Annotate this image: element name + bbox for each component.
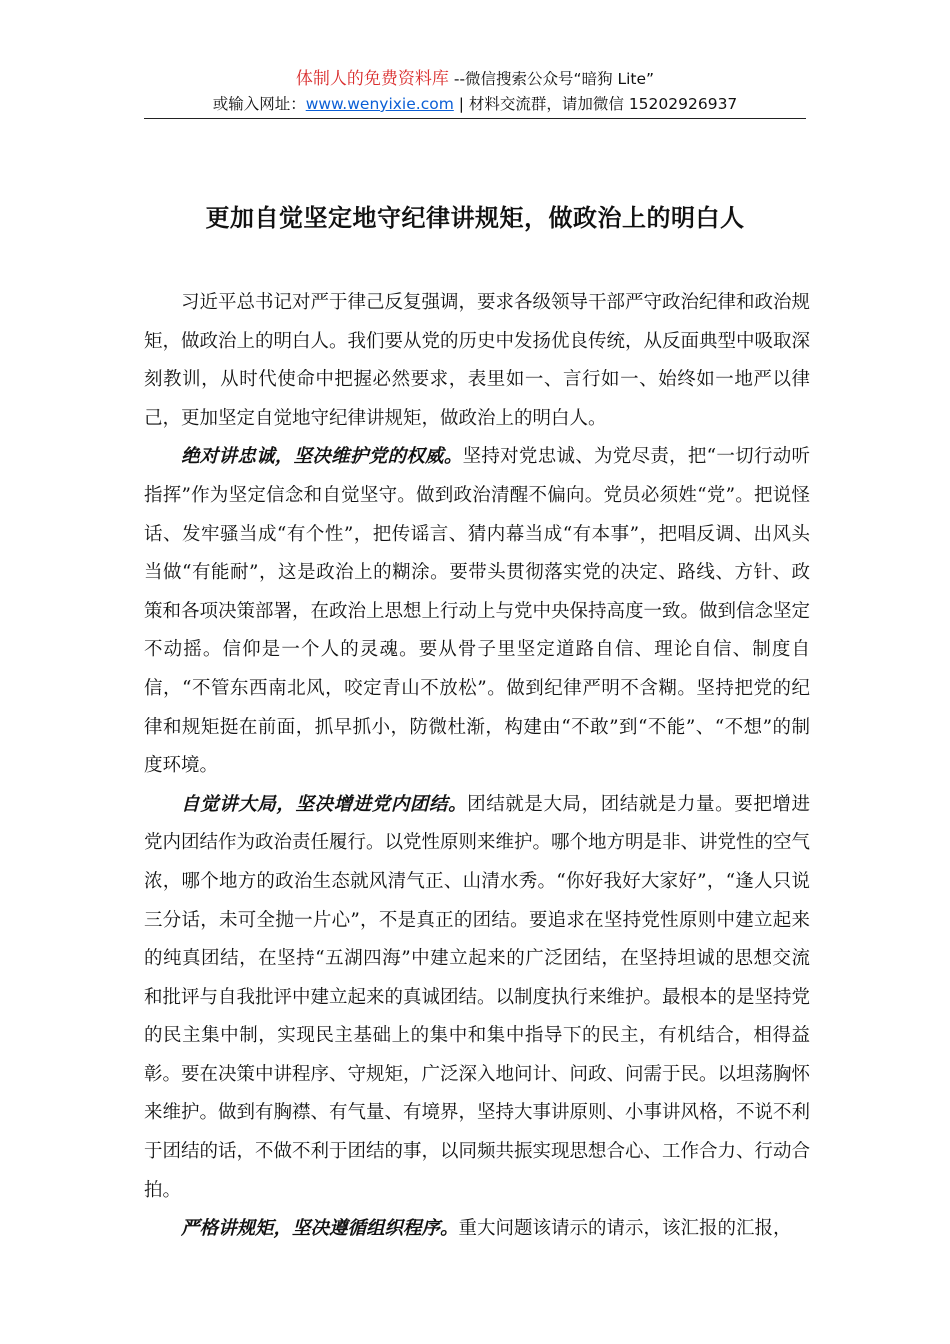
section-paragraph-unity [144, 786, 810, 1211]
intro-paragraph: 习近平总书记对严于律己反复强调，要求各级领导干部严守政治纪律和政治规矩，做政治上的明白人。我们要从党的历史中发扬优良传统，从反面典型中吸取深刻教训，从时代使命中把握必然要求，表里如一、言行如一、始终如一地严以律己，更加坚定自觉地守纪律讲规矩，做政治上的明白人。 [144, 292, 811, 429]
website-link[interactable]: www.wenyixie.com [305, 95, 454, 113]
brand-name: 体制人的免费资料库 [295, 69, 449, 89]
section-paragraph-loyalty [144, 438, 810, 785]
section-lead: 严格讲规矩，坚决遵循组织程序。 [181, 1218, 459, 1240]
header-divider [144, 118, 806, 119]
section-paragraph-rules [144, 1210, 810, 1249]
section-lead: 绝对讲忠诚，坚决维护党的权威。 [181, 446, 463, 468]
document-body [144, 284, 810, 1249]
url-prefix: 或输入网址： [212, 95, 306, 113]
header-separator: | [453, 95, 469, 113]
section-body: 坚持对党忠诚、为党尽责，把“一切行动听指挥”作为坚定信念和自觉坚守。做到政治清醒不偏向。党员必须姓“党”。把说怪话、发牢骚当成“有个性”，把传谣言、猜内幕当成“有本事”，把唱反调、出风头当做“有能耐”，这是政治上的糊涂。要带头贯彻落实党的决定、路线、方针、政策和各项决策部署，在政治上思想上行动上与党中央保持高度一致。做到信念坚定不动摇。信仰是一个人的灵魂。要从骨子里坚定道路自信、理论自信、制度自信，“不管东西南北风，咬定青山不放松”。做到纪律严明不含糊。坚持把党的纪律和规矩挺在前面，抓早抓小，防微杜渐，构建由“不敢”到“不能”、“不想”的制度环境。 [144, 446, 811, 777]
document-header [144, 66, 806, 116]
section-body: 重大问题该请示的请示，该汇报的汇报， [458, 1218, 792, 1240]
header-banner-line [144, 66, 806, 92]
document-title: 更加自觉坚定地守纪律讲规矩，做政治上的明白人 [205, 203, 745, 232]
contact-info: 材料交流群，请加微信 15202926937 [468, 95, 738, 113]
header-contact-line [144, 92, 806, 116]
section-lead: 自觉讲大局，坚决增进党内团结。 [181, 793, 468, 815]
header-tagline: --微信搜索公众号“暗狗 Lite” [448, 70, 655, 88]
section-body: 团结就是大局，团结就是力量。要把增进党内团结作为政治责任履行。以党性原则来维护。哪个地方明是非、讲党性的空气浓，哪个地方的政治生态就风清气正、山清水秀。“你好我好大家好”，“逢人只说三分话，未可全抛一片心”，不是真正的团结。要追求在坚持党性原则中建立起来的纯真团结，在坚持“五湖四海”中建立起来的广泛团结，在坚持坦诚的思想交流和批评与自我批评中建立起来的真诚团结。以制度执行来维护。最根本的是坚持党的民主集中制，实现民主基础上的集中和集中指导下的民主，有机结合，相得益彰。要在决策中讲程序、守规矩，广泛深入地问计、问政、问需于民。以坦荡胸怀来维护。做到有胸襟、有气量、有境界，坚持大事讲原则、小事讲风格，不说不利于团结的话，不做不利于团结的事，以同频共振实现思想合心、工作合力、行动合拍。 [144, 793, 811, 1201]
